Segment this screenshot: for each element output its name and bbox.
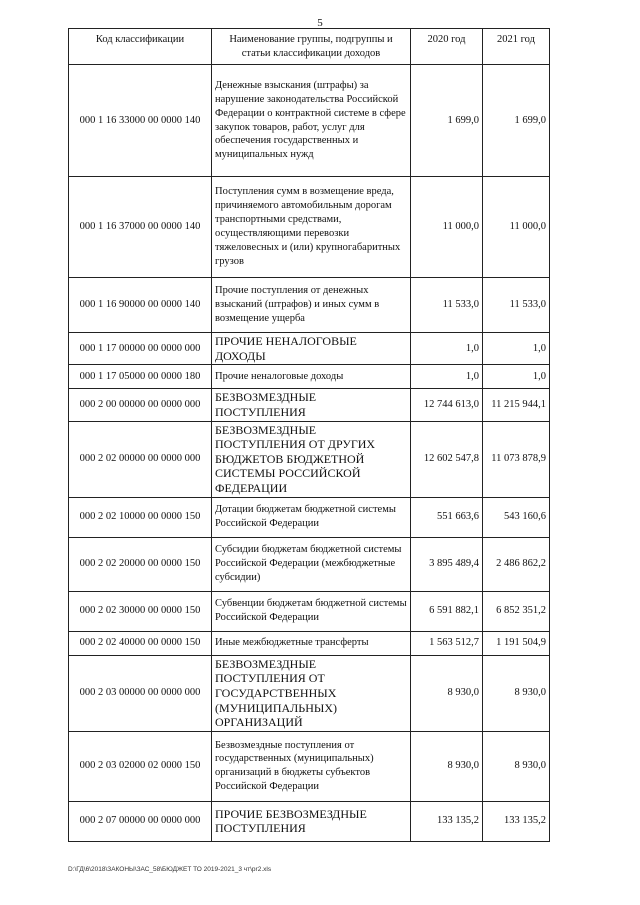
budget-table xyxy=(68,28,550,842)
table-row xyxy=(69,801,550,841)
row-value-2021: 1,0 xyxy=(483,365,550,389)
row-code: 000 2 03 02000 02 0000 150 xyxy=(69,731,212,801)
table-header-row xyxy=(69,29,550,65)
row-value-2020: 12 744 613,0 xyxy=(411,389,483,421)
row-value-2020: 1 563 512,7 xyxy=(411,631,483,655)
row-code: 000 2 00 00000 00 0000 000 xyxy=(69,389,212,421)
row-name: ПРОЧИЕ НЕНАЛОГОВЫЕ ДОХОДЫ xyxy=(212,333,411,365)
row-name: Субсидии бюджетам бюджетной системы Российской Федерации (межбюджетные субсидии) xyxy=(212,537,411,591)
row-value-2021: 8 930,0 xyxy=(483,655,550,731)
row-name: БЕЗВОЗМЕЗДНЫЕ ПОСТУПЛЕНИЯ xyxy=(212,389,411,421)
header-name: Наименование группы, подгруппы и статьи классификации доходов xyxy=(212,29,411,65)
row-code: 000 2 03 00000 00 0000 000 xyxy=(69,655,212,731)
row-value-2021: 543 160,6 xyxy=(483,497,550,537)
table-row xyxy=(69,421,550,497)
row-code: 000 2 02 40000 00 0000 150 xyxy=(69,631,212,655)
row-value-2020: 11 533,0 xyxy=(411,278,483,333)
row-value-2020: 3 895 489,4 xyxy=(411,537,483,591)
row-name: Дотации бюджетам бюджетной системы Российской Федерации xyxy=(212,497,411,537)
row-value-2020: 11 000,0 xyxy=(411,177,483,278)
row-name: ПРОЧИЕ БЕЗВОЗМЕЗДНЫЕ ПОСТУПЛЕНИЯ xyxy=(212,801,411,841)
table-row xyxy=(69,65,550,177)
table-row xyxy=(69,631,550,655)
row-code: 000 2 02 20000 00 0000 150 xyxy=(69,537,212,591)
row-value-2021: 133 135,2 xyxy=(483,801,550,841)
row-name: Безвозмездные поступления от государственных (муниципальных) организаций в бюджеты субъектов Российской Федерации xyxy=(212,731,411,801)
row-value-2021: 11 073 878,9 xyxy=(483,421,550,497)
row-code: 000 2 02 30000 00 0000 150 xyxy=(69,591,212,631)
row-code: 000 2 02 10000 00 0000 150 xyxy=(69,497,212,537)
table-row xyxy=(69,365,550,389)
row-name: БЕЗВОЗМЕЗДНЫЕ ПОСТУПЛЕНИЯ ОТ ДРУГИХ БЮДЖЕТОВ БЮДЖЕТНОЙ СИСТЕМЫ РОССИЙСКОЙ ФЕДЕРАЦИИ xyxy=(212,421,411,497)
row-name: Субвенции бюджетам бюджетной системы Российской Федерации xyxy=(212,591,411,631)
row-value-2020: 8 930,0 xyxy=(411,731,483,801)
row-value-2020: 12 602 547,8 xyxy=(411,421,483,497)
row-code: 000 2 02 00000 00 0000 000 xyxy=(69,421,212,497)
header-code: Код классификации xyxy=(69,29,212,65)
row-code: 000 1 16 37000 00 0000 140 xyxy=(69,177,212,278)
row-value-2020: 8 930,0 xyxy=(411,655,483,731)
row-value-2021: 11 000,0 xyxy=(483,177,550,278)
row-code: 000 2 07 00000 00 0000 000 xyxy=(69,801,212,841)
row-value-2021: 11 215 944,1 xyxy=(483,389,550,421)
row-value-2020: 1,0 xyxy=(411,333,483,365)
table-row xyxy=(69,591,550,631)
row-value-2021: 8 930,0 xyxy=(483,731,550,801)
header-2021: 2021 год xyxy=(483,29,550,65)
row-code: 000 1 17 00000 00 0000 000 xyxy=(69,333,212,365)
footer-file-path: D:\ГД\6\2018\ЗАКОНЫ\ЗАС_58\БЮДЖЕТ ТО 2019-2021_3 чт\pr2.xls xyxy=(68,866,272,873)
header-2020: 2020 год xyxy=(411,29,483,65)
row-code: 000 1 16 90000 00 0000 140 xyxy=(69,278,212,333)
row-value-2021: 11 533,0 xyxy=(483,278,550,333)
row-value-2021: 6 852 351,2 xyxy=(483,591,550,631)
row-code: 000 1 17 05000 00 0000 180 xyxy=(69,365,212,389)
table-row xyxy=(69,333,550,365)
row-code: 000 1 16 33000 00 0000 140 xyxy=(69,65,212,177)
row-value-2020: 1 699,0 xyxy=(411,65,483,177)
row-value-2021: 2 486 862,2 xyxy=(483,537,550,591)
row-value-2020: 1,0 xyxy=(411,365,483,389)
row-value-2020: 6 591 882,1 xyxy=(411,591,483,631)
row-name: БЕЗВОЗМЕЗДНЫЕ ПОСТУПЛЕНИЯ ОТ ГОСУДАРСТВЕННЫХ (МУНИЦИПАЛЬНЫХ) ОРГАНИЗАЦИЙ xyxy=(212,655,411,731)
page-number: 5 xyxy=(317,17,323,29)
row-value-2021: 1 191 504,9 xyxy=(483,631,550,655)
row-name: Прочие неналоговые доходы xyxy=(212,365,411,389)
row-value-2020: 551 663,6 xyxy=(411,497,483,537)
row-name: Иные межбюджетные трансферты xyxy=(212,631,411,655)
table-row xyxy=(69,389,550,421)
table-row xyxy=(69,537,550,591)
row-value-2021: 1,0 xyxy=(483,333,550,365)
table-row xyxy=(69,655,550,731)
row-name: Поступления сумм в возмещение вреда, причиняемого автомобильным дорогам транспортными средствами, осуществляющими перевозки тяжеловесных и (или) крупногабаритных грузов xyxy=(212,177,411,278)
row-value-2021: 1 699,0 xyxy=(483,65,550,177)
table-row xyxy=(69,731,550,801)
table-row xyxy=(69,278,550,333)
row-value-2020: 133 135,2 xyxy=(411,801,483,841)
table-row xyxy=(69,177,550,278)
table-row xyxy=(69,497,550,537)
row-name: Денежные взыскания (штрафы) за нарушение законодательства Российской Федерации о контрактной системе в сфере закупок товаров, работ, услуг для обеспечения государственных и муниципальных нужд xyxy=(212,65,411,177)
row-name: Прочие поступления от денежных взысканий (штрафов) и иных сумм в возмещение ущерба xyxy=(212,278,411,333)
